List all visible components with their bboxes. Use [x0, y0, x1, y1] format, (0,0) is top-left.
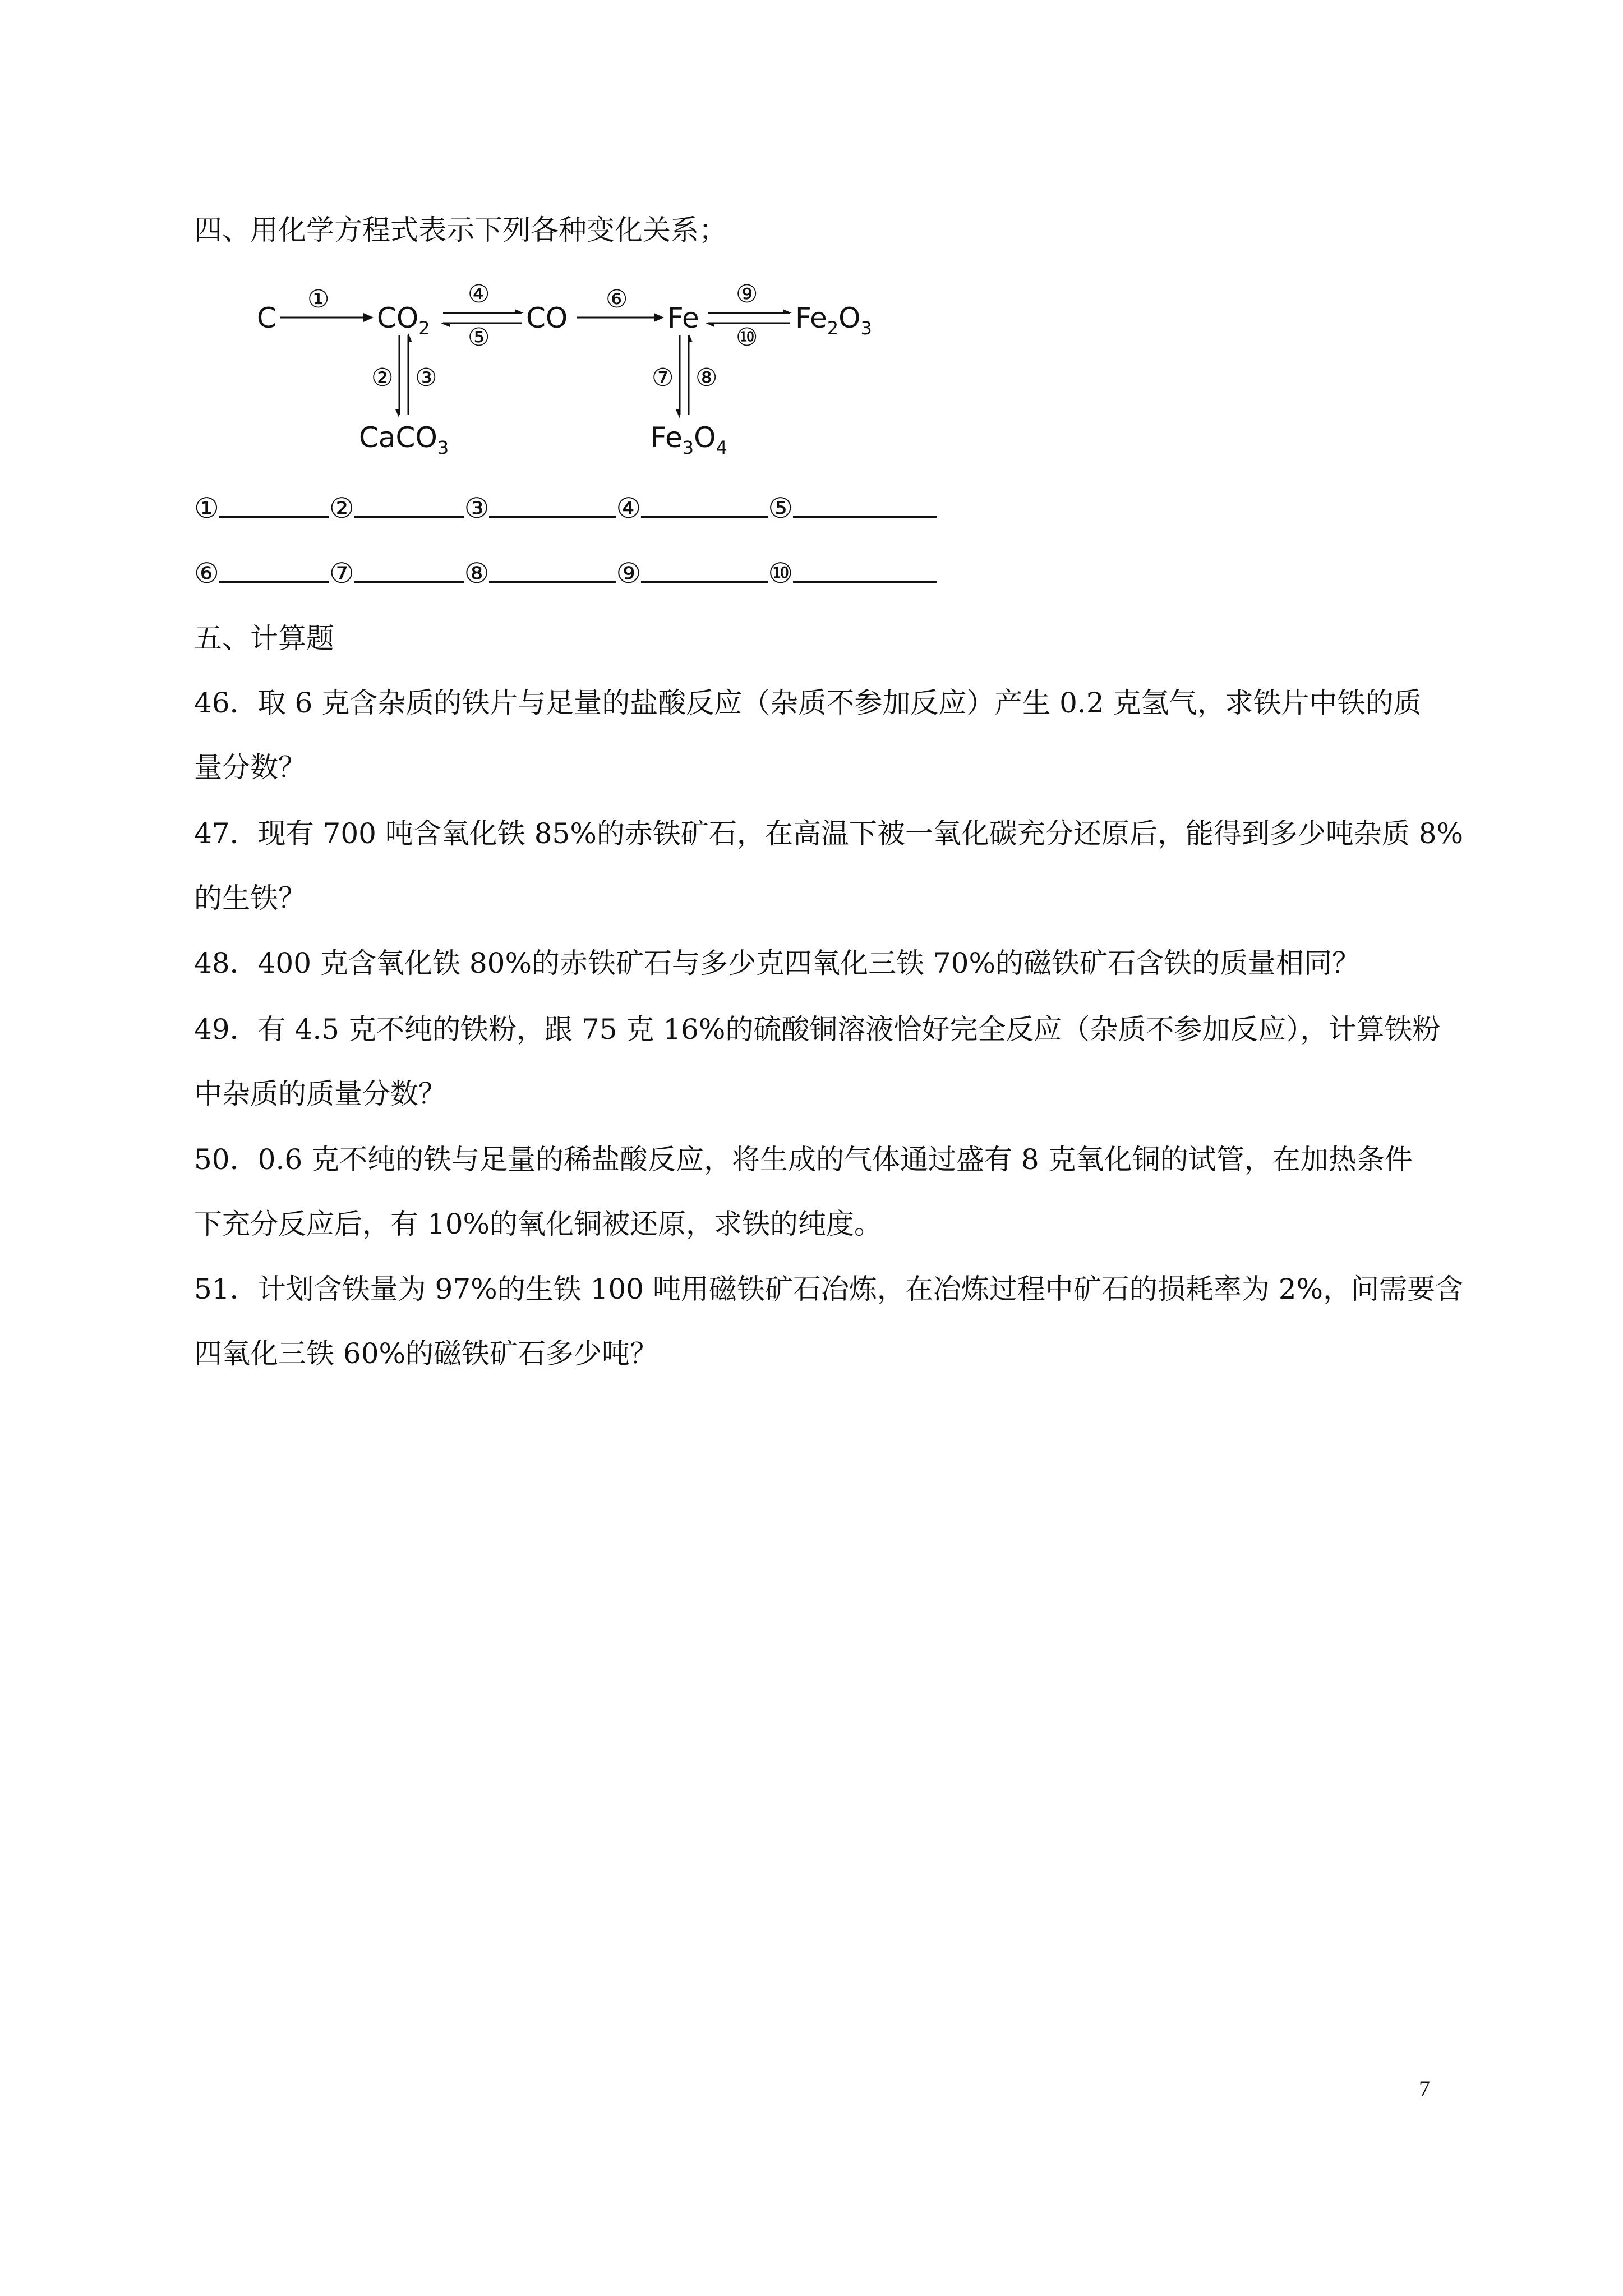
answer-blank-4[interactable]	[641, 494, 768, 518]
question-50-line-2: 下充分反应后，有 10%的氧化铜被还原，求铁的纯度。	[194, 1208, 883, 1240]
answer-blank-10[interactable]	[793, 559, 937, 583]
blank-label: ⑤	[768, 492, 794, 524]
label-6: ⑥	[606, 285, 628, 314]
label-9: ⑨	[736, 280, 758, 309]
answer-blank-6[interactable]	[219, 559, 329, 583]
question-51-line-2: 四氧化三铁 60%的磁铁矿石多少吨？	[194, 1337, 658, 1370]
question-47-line-1: 47．现有 700 吨含氧化铁 85%的赤铁矿石，在高温下被一氧化碳充分还原后，能得到多少吨杂质 8%	[194, 817, 1464, 850]
label-10: ⑩	[736, 323, 758, 352]
question-50-line-1: 50．0.6 克不纯的铁与足量的稀盐酸反应，将生成的气体通过盛有 8 克氧化铜的试管，在加热条件	[194, 1143, 1413, 1176]
blank-label: ⑧	[464, 557, 490, 590]
label-1: ①	[307, 285, 330, 314]
label-5: ⑤	[468, 323, 490, 352]
answer-blank-5[interactable]	[793, 494, 937, 518]
blank-label: ⑨	[616, 557, 642, 590]
node-co2: $CO_2$	[377, 302, 430, 339]
node-fe: Fe	[667, 302, 699, 334]
blank-label: ⑩	[768, 557, 794, 590]
answer-blank-3[interactable]	[489, 494, 616, 518]
blank-label: ③	[464, 492, 490, 524]
blank-label: ⑥	[194, 557, 219, 590]
node-fe3o4: $Fe_3O_4$	[651, 421, 727, 458]
question-49-line-2: 中杂质的质量分数？	[194, 1078, 446, 1110]
node-c: C	[257, 302, 276, 334]
answer-blank-1[interactable]	[219, 494, 329, 518]
answer-blank-8[interactable]	[489, 559, 616, 583]
section-5-title: 五、计算题	[194, 622, 334, 655]
question-47-line-2: 的生铁？	[194, 882, 306, 914]
question-51-line-1: 51．计划含铁量为 97%的生铁 100 吨用磁铁矿石冶炼，在冶炼过程中矿石的损耗率为 2%，问需要含	[194, 1273, 1464, 1305]
page-number: 7	[1419, 2076, 1430, 2101]
label-4: ④	[468, 280, 490, 309]
blank-label: ④	[616, 492, 642, 524]
answer-blanks-row-1	[194, 494, 937, 522]
question-46-line-2: 量分数？	[194, 751, 306, 784]
question-46-line-1: 46．取 6 克含杂质的铁片与足量的盐酸反应（杂质不参加反应）产生 0.2 克氢气，求铁片中铁的质	[194, 687, 1422, 719]
answer-blank-2[interactable]	[354, 494, 464, 518]
answer-blanks-row-2	[194, 557, 937, 590]
node-caco3: CaCO$_3$	[359, 421, 449, 458]
blank-label: ②	[329, 492, 354, 524]
label-3: ③	[415, 364, 437, 392]
label-7: ⑦	[652, 364, 674, 392]
label-8: ⑧	[695, 364, 718, 392]
node-co: CO	[526, 302, 568, 334]
section-4-title: 四、用化学方程式表示下列各种变化关系；	[194, 214, 727, 246]
node-fe2o3: $Fe_2O_3$	[795, 302, 872, 339]
label-2: ②	[371, 364, 394, 392]
blank-label: ⑦	[329, 557, 354, 590]
answer-blank-7[interactable]	[354, 559, 464, 583]
question-49-line-1: 49．有 4.5 克不纯的铁粉，跟 75 克 16%的硫酸铜溶液恰好完全反应（杂质不参加反应），计算铁粉	[194, 1013, 1441, 1046]
question-48-line-1: 48．400 克含氧化铁 80%的赤铁矿石与多少克四氧化三铁 70%的磁铁矿石含铁的质量相同？	[194, 947, 1361, 979]
blank-label: ①	[194, 492, 219, 524]
diagram-arrows	[0, 0, 1623, 505]
answer-blank-9[interactable]	[641, 559, 768, 583]
